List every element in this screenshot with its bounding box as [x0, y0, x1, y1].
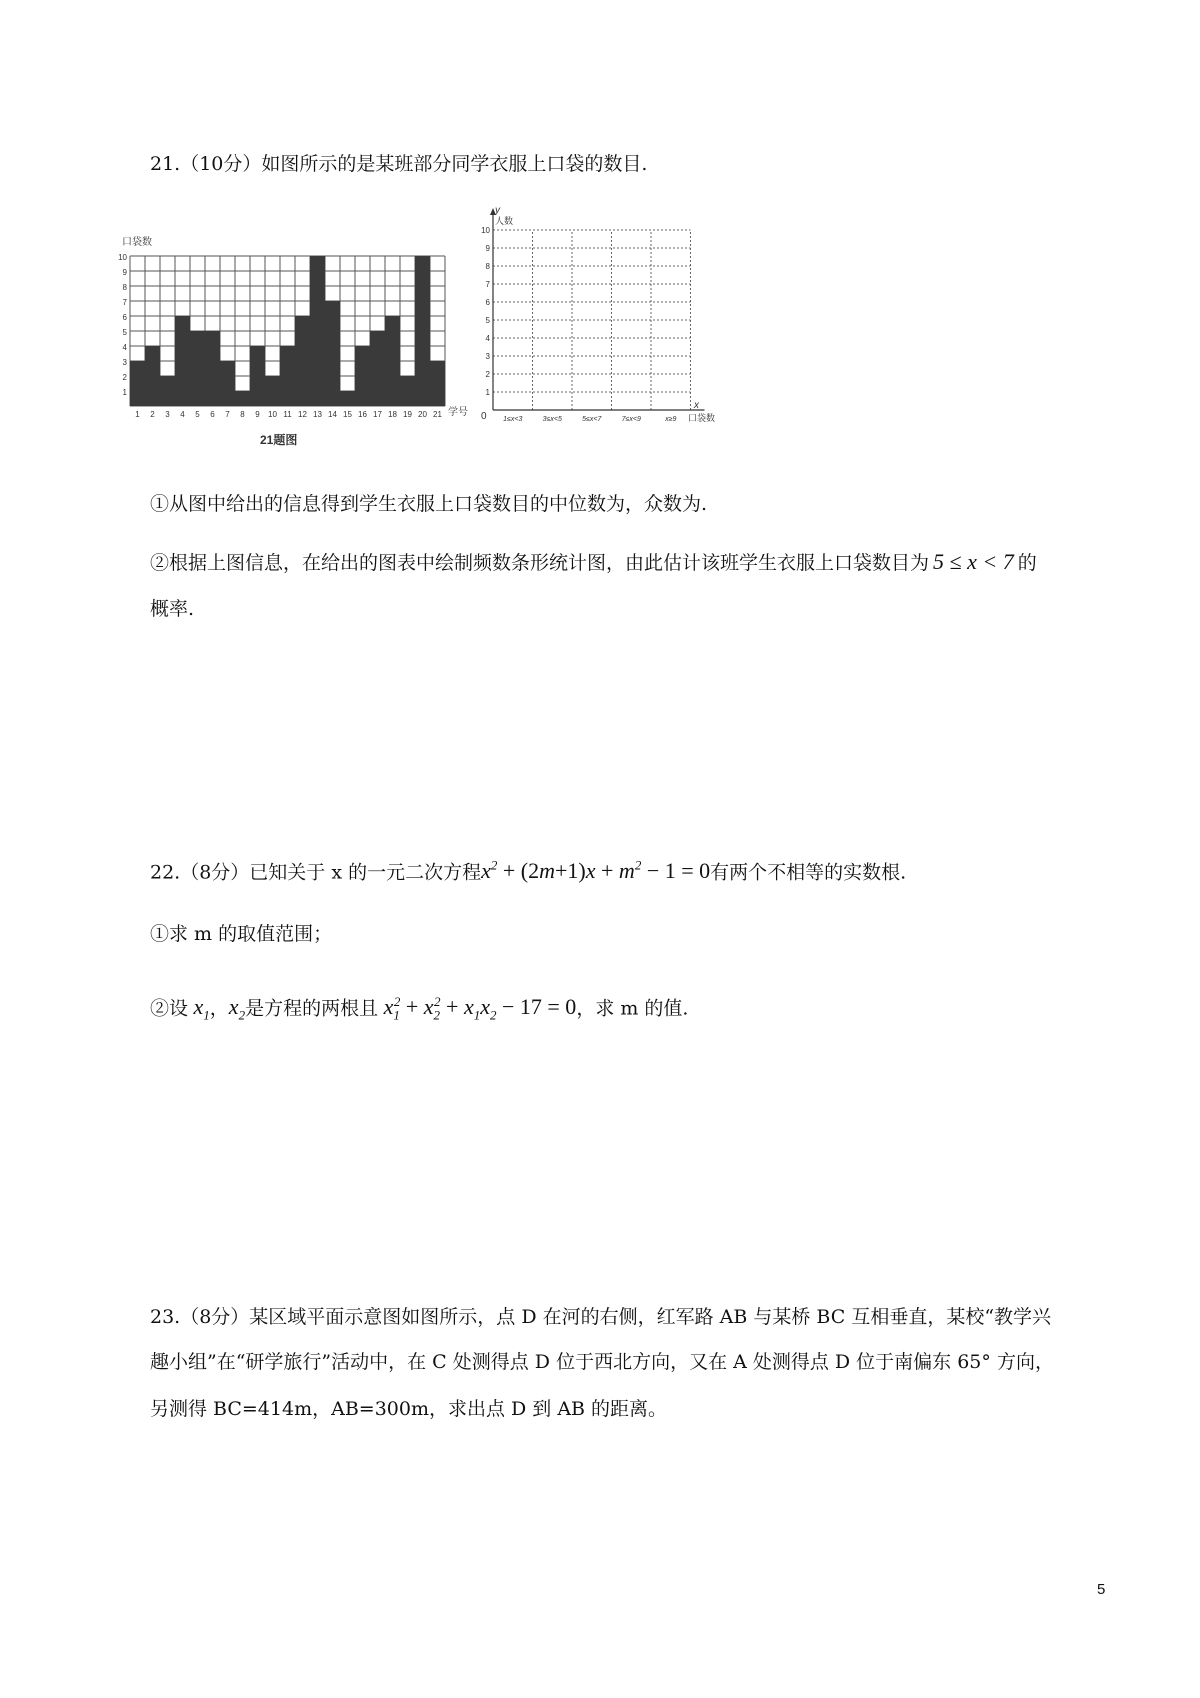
chart1-xtick: 1	[135, 410, 140, 419]
chart1-ytick: 2	[122, 373, 127, 382]
chart1-xtick: 2	[150, 410, 155, 419]
chart1-ytick: 7	[122, 298, 127, 307]
chart1-ytick: 8	[122, 283, 127, 292]
q21-part2-tail: 的	[1017, 552, 1037, 574]
chart1-xtick: 8	[240, 410, 245, 419]
q22-root-x2: $x_2$	[228, 994, 246, 1023]
q22-comma: ，	[209, 997, 229, 1020]
bar-student-3	[160, 376, 175, 406]
chart2-xtick: 7≤x<9	[621, 416, 641, 423]
q23-line1: 23.（8分）某区域平面示意图如图所示，点 D 在河的右侧，红军路 AB 与某桥 BC 互相垂直，某校“教学兴	[150, 1306, 1052, 1328]
chart1-ytick: 9	[122, 268, 127, 277]
q21-inequality: 5 ≤ x < 7	[933, 549, 1014, 574]
chart1-xtick: 20	[418, 410, 427, 419]
q21-part2-line2: 概率.	[150, 598, 195, 620]
bar-student-15	[340, 391, 355, 406]
chart1-xtick: 11	[283, 410, 292, 419]
chart2-xtick: 5≤x<7	[582, 416, 602, 423]
q22-part2-tail: ，求 m 的值.	[576, 997, 689, 1020]
bar-student-19	[400, 376, 415, 406]
bar-student-17	[370, 331, 385, 406]
bar-student-16	[355, 346, 370, 406]
q22-root-x1: $x_1$	[188, 994, 210, 1023]
chart1-xtick: 12	[298, 410, 307, 419]
q23-line3: 另测得 BC=414m，AB=300m，求出点 D 到 AB 的距离。	[150, 1398, 668, 1420]
chart1-xtick: 15	[343, 410, 352, 419]
bar-student-9	[250, 346, 265, 406]
chart2-ytick: 9	[485, 244, 490, 253]
q22-part1: ①求 m 的取值范围；	[150, 923, 333, 945]
bar-student-11	[280, 346, 295, 406]
chart1-ylabel: 口袋数	[122, 237, 152, 248]
bar-student-14	[325, 301, 340, 406]
chart1-xtick: 9	[255, 410, 260, 419]
page-number: 5	[1097, 1581, 1106, 1598]
bar-student-6	[205, 331, 220, 406]
bar-student-2	[145, 346, 160, 406]
frequency-bar-chart-blank	[475, 205, 725, 430]
q22-part2-text: ②设	[150, 997, 189, 1020]
q21-part2-line1	[150, 548, 1037, 577]
chart1-xtick: 10	[268, 410, 277, 419]
q22-part2-mid: 是方程的两根且	[245, 997, 379, 1020]
chart2-ytick: 8	[485, 262, 490, 271]
chart1-xtick: 13	[313, 410, 322, 419]
bar-student-20	[415, 256, 430, 406]
bar-student-5	[190, 331, 205, 406]
chart2-xtick: 3≤x<5	[542, 416, 562, 423]
q21-stem: 21.（10分）如图所示的是某班部分同学衣服上口袋的数目.	[150, 153, 648, 175]
chart1-xtick: 4	[180, 410, 185, 419]
bar-student-18	[385, 316, 400, 406]
q22-condition: $x_1^2 + x_2^2 + x_1x_2 - 17 = 0$	[378, 994, 577, 1023]
pocket-count-bar-chart	[110, 228, 470, 463]
bar-student-4	[175, 316, 190, 406]
chart1-xtick: 19	[403, 410, 412, 419]
q22-equation: $x^2 + (2m+1)x + m^2 - 1 = 0$	[481, 858, 711, 884]
chart1-ytick: 3	[122, 358, 127, 367]
chart1-xtick: 17	[373, 410, 382, 419]
bar-student-7	[220, 361, 235, 406]
chart2-ytick: 7	[485, 280, 490, 289]
chart2-xlabel: 口袋数	[688, 413, 716, 423]
chart1-xtick: 16	[358, 410, 367, 419]
bar-student-1	[130, 361, 145, 406]
chart2-xtick: 1≤x<3	[503, 416, 523, 423]
q21-part2-text: ②根据上图信息，在给出的图表中绘制频数条形统计图，由此估计该班学生衣服上口袋数目为	[150, 552, 930, 574]
chart2-ytick: 1	[485, 388, 490, 397]
chart1-xtick: 3	[165, 410, 170, 419]
chart1-caption: 21题图	[260, 433, 298, 447]
bar-student-12	[295, 316, 310, 406]
q22-stem-text: 22.（8分）已知关于 x 的一元二次方程	[150, 861, 482, 884]
chart2-xtick: x≥9	[665, 416, 677, 423]
chart2-ytick: 3	[485, 352, 490, 361]
chart1-ytick: 10	[118, 253, 127, 262]
chart2-ytick: 4	[485, 334, 490, 343]
q23-line2: 趣小组”在“研学旅行”活动中，在 C 处测得点 D 位于西北方向，又在 A 处测得点 D 位于南偏东 65° 方向，	[150, 1351, 1054, 1373]
chart1-xlabel: 学号	[448, 407, 468, 418]
q22-part2	[150, 988, 688, 1030]
chart1-xtick: 6	[210, 410, 215, 419]
chart1-ytick: 5	[122, 328, 127, 337]
chart1-xtick: 18	[388, 410, 397, 419]
chart2-ytick: 2	[485, 370, 490, 379]
bar-student-8	[235, 391, 250, 406]
chart2-x-symbol: x	[694, 400, 699, 411]
chart1-ytick: 6	[122, 313, 127, 322]
chart1-xtick: 7	[225, 410, 230, 419]
chart1-xtick: 14	[328, 410, 337, 419]
chart2-origin: 0	[481, 411, 487, 422]
chart1-ytick: 4	[122, 343, 127, 352]
chart1-xtick: 5	[195, 410, 200, 419]
chart2-ylabel: 人数	[495, 216, 514, 226]
chart2-ytick: 6	[485, 298, 490, 307]
chart2-ytick: 10	[481, 226, 490, 235]
chart1-xtick: 21	[433, 410, 442, 419]
bar-student-21	[430, 361, 445, 406]
q22-stem	[150, 852, 906, 886]
chart2-y-symbol: y	[495, 205, 500, 216]
chart1-ytick: 1	[122, 388, 127, 397]
chart2-ytick: 5	[485, 316, 490, 325]
bar-student-13	[310, 256, 325, 406]
bar-student-10	[265, 376, 280, 406]
q22-stem-tail: 有两个不相等的实数根.	[710, 861, 907, 884]
q21-part1: ①从图中给出的信息得到学生衣服上口袋数目的中位数为，众数为.	[150, 493, 708, 515]
